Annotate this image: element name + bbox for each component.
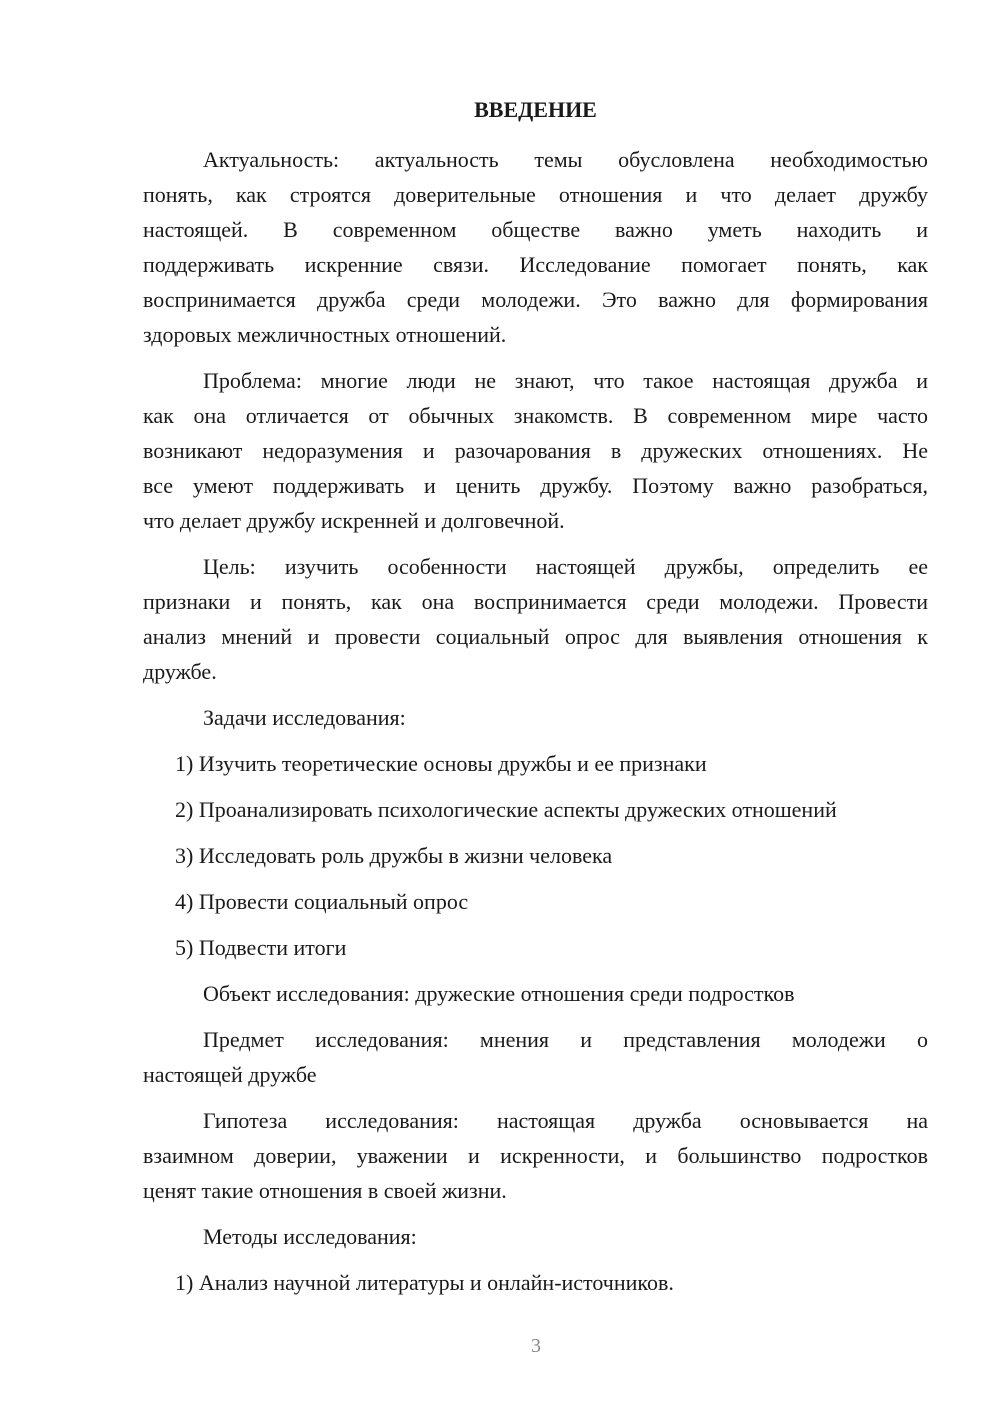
text-line: воспринимается дружба среди молодежи. Это важно для формирования: [143, 287, 928, 312]
list-item: [143, 930, 928, 965]
text-line: дружбе.: [143, 659, 217, 684]
text-line: возникают недоразумения и разочарования в дружеских отношениях. Не: [143, 438, 928, 463]
text-line: Задачи исследования:: [203, 705, 406, 730]
text-line: Цель: изучить особенности настоящей дружбы, определить ее: [203, 554, 928, 579]
text-line: 1) Изучить теоретические основы дружбы и ее признаки: [175, 751, 707, 776]
text-line: 5) Подвести итоги: [175, 935, 347, 960]
paragraph: [143, 142, 928, 352]
list-item: [143, 792, 928, 827]
list-item: [143, 838, 928, 873]
text-line: Методы исследования:: [203, 1224, 417, 1249]
section-title: ВВЕДЕНИЕ: [474, 97, 597, 122]
text-line: анализ мнений и провести социальный опрос для выявления отношения к: [143, 624, 928, 649]
text-line: 4) Провести социальный опрос: [175, 889, 469, 914]
text-line: настоящей дружбе: [143, 1062, 317, 1087]
text-line: здоровых межличностных отношений.: [143, 322, 507, 347]
text-line: что делает дружбу искренней и долговечной.: [143, 508, 565, 533]
text-line: признаки и понять, как она воспринимается среди молодежи. Провести: [143, 589, 928, 614]
text-line: понять, как строятся доверительные отношения и что делает дружбу: [143, 182, 928, 207]
text-line: Проблема: многие люди не знают, что такое настоящая дружба и: [203, 368, 928, 393]
paragraph: [143, 1103, 928, 1208]
text-line: поддерживать искренние связи. Исследование помогает понять, как: [143, 252, 928, 277]
text-line: Гипотеза исследования: настоящая дружба основывается на: [203, 1108, 928, 1133]
text-line: взаимном доверии, уважении и искренности, и большинство подростков: [143, 1143, 928, 1168]
text-line: Актуальность: актуальность темы обусловлена необходимостью: [203, 147, 928, 172]
paragraph: [143, 1022, 928, 1092]
paragraph: [143, 363, 928, 538]
paragraph: [143, 700, 928, 735]
paragraph: [143, 1219, 928, 1254]
text-line: 2) Проанализировать психологические аспекты дружеских отношений: [175, 797, 837, 822]
document-page: [143, 92, 928, 1300]
paragraph: [143, 549, 928, 689]
text-line: как она отличается от обычных знакомств. В современном мире часто: [143, 403, 928, 428]
list-item: [143, 746, 928, 781]
text-line: ценят такие отношения в своей жизни.: [143, 1178, 507, 1203]
text-line: Объект исследования: дружеские отношения среди подростков: [203, 981, 795, 1006]
text-line: 1) Анализ научной литературы и онлайн-источников.: [175, 1270, 674, 1295]
text-line: Предмет исследования: мнения и представления молодежи о: [203, 1027, 928, 1052]
document-body: [143, 142, 928, 1300]
text-line: настоящей. В современном обществе важно уметь находить и: [143, 217, 928, 242]
list-item: [143, 884, 928, 919]
text-line: все умеют поддерживать и ценить дружбу. Поэтому важно разобраться,: [143, 473, 928, 498]
text-line: 3) Исследовать роль дружбы в жизни человека: [175, 843, 613, 868]
page-number: 3: [531, 1335, 541, 1357]
list-item: [143, 1265, 928, 1300]
paragraph: [143, 976, 928, 1011]
